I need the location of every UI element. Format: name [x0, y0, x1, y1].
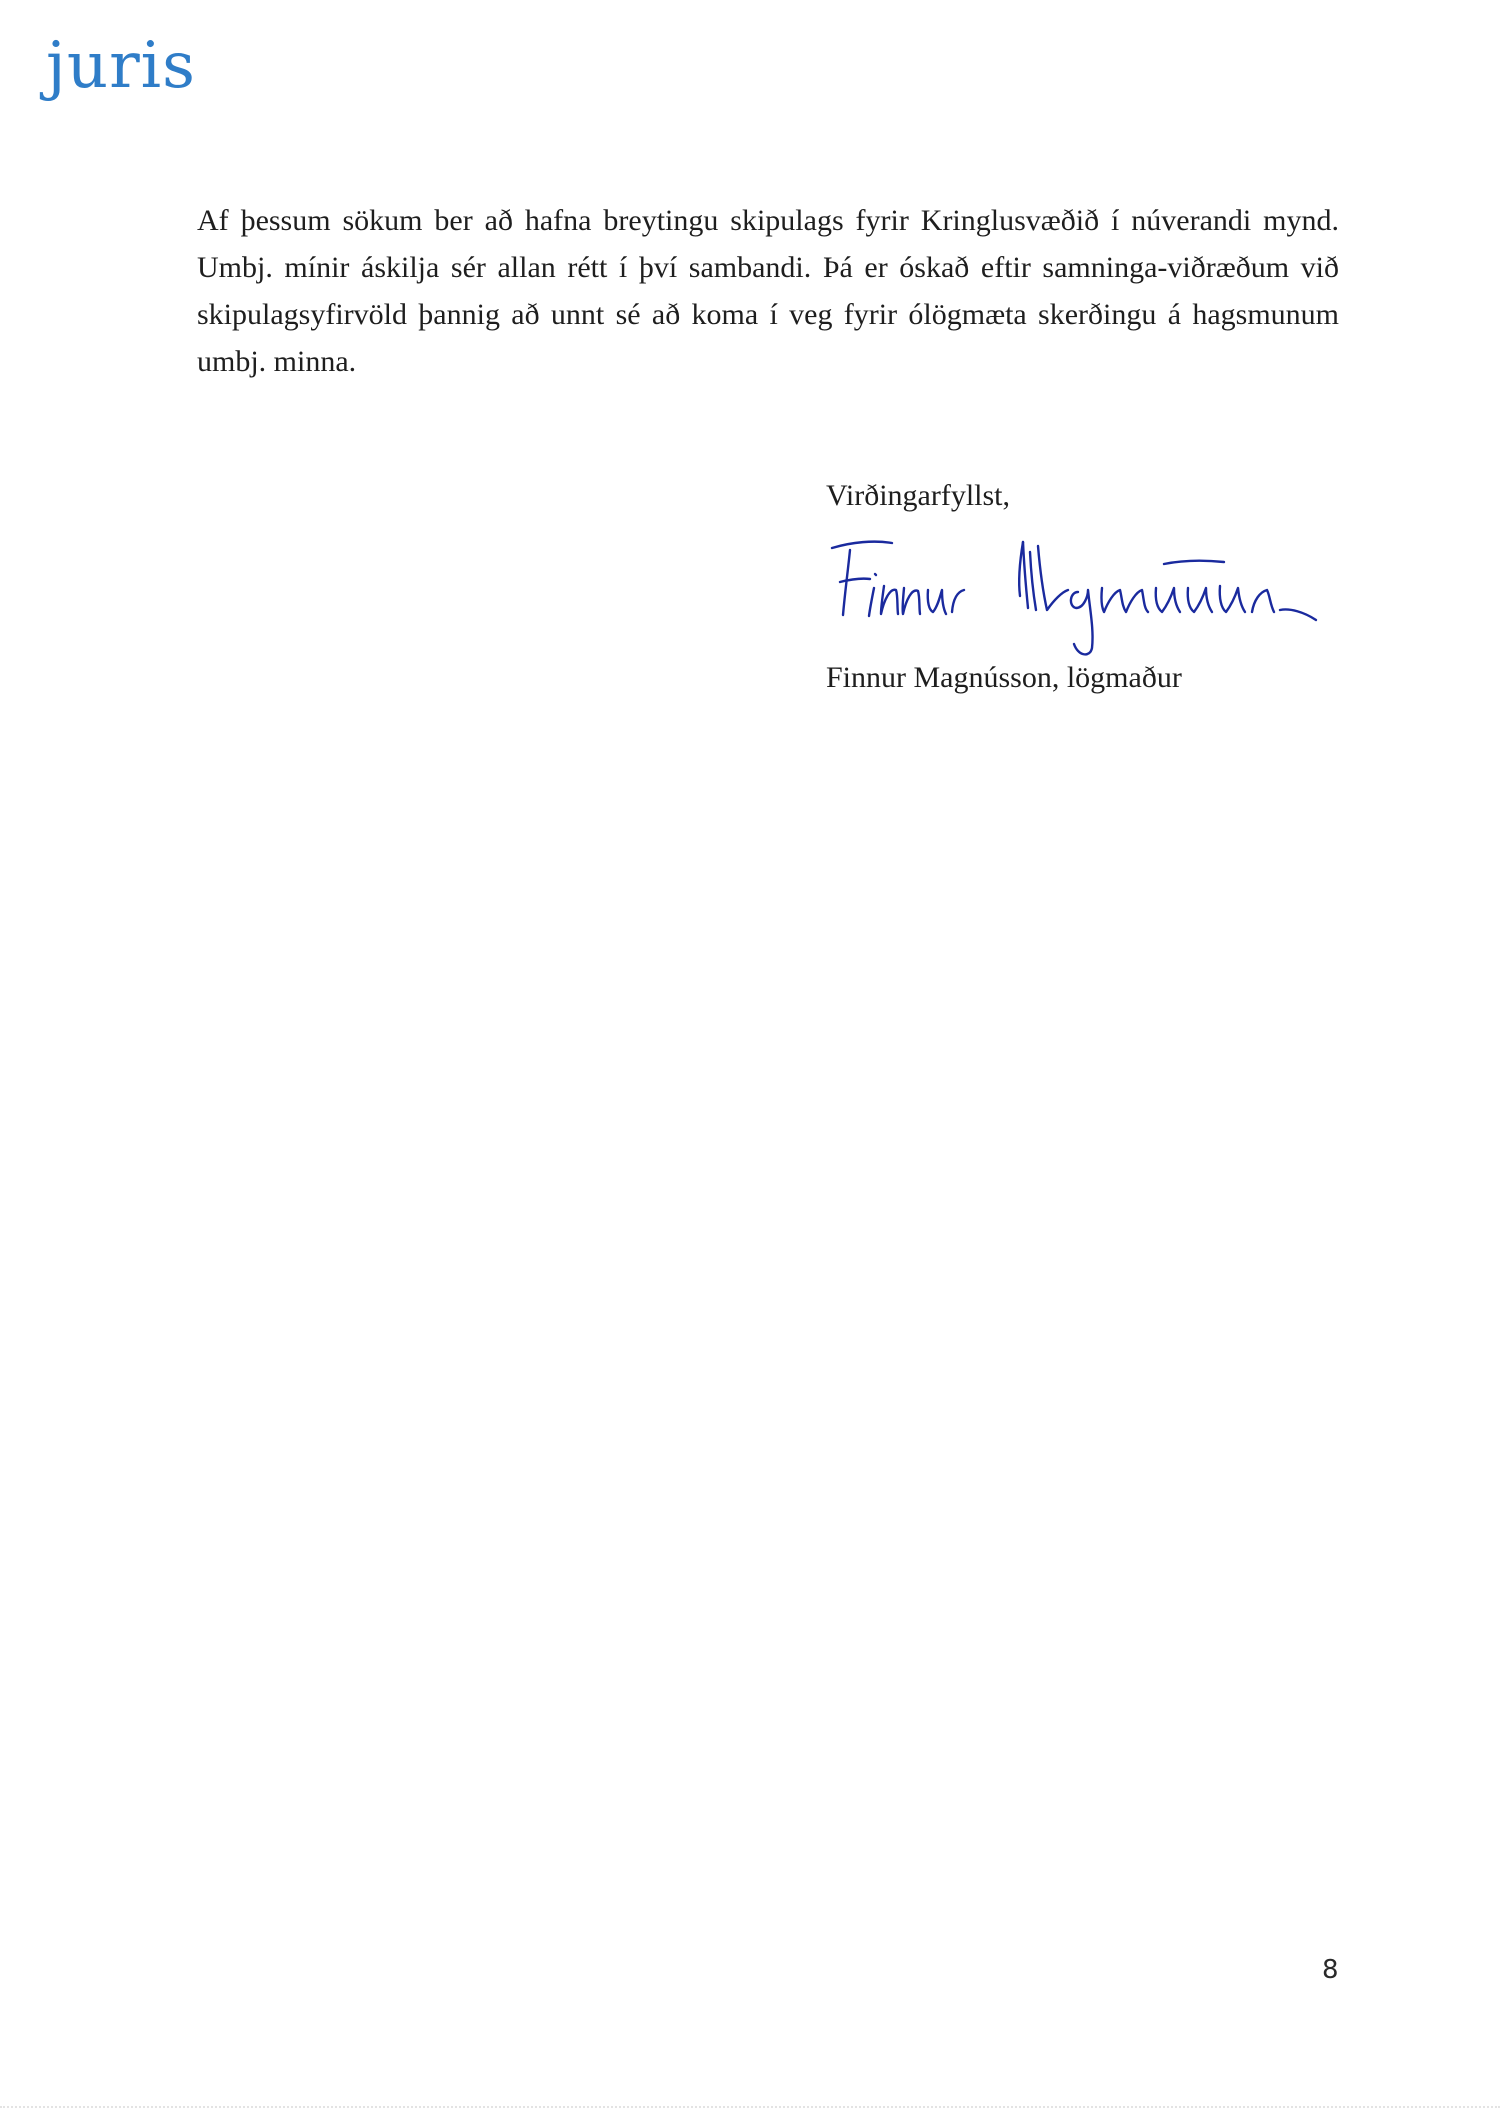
company-logo: juris [46, 29, 196, 103]
handwritten-signature [812, 530, 1362, 660]
page-number: 8 [1322, 1955, 1339, 1985]
closing-salutation: Virðingarfyllst, [826, 479, 1010, 512]
signer-name: Finnur Magnússon, lögmaður [826, 661, 1182, 694]
page-bottom-divider [0, 2106, 1500, 2108]
body-paragraph: Af þessum sökum ber að hafna breytingu skipulags fyrir Kringlusvæðið í núverandi mynd. Umbj. mínir áskilja sér allan rétt í því sambandi. Þá er óskað eftir samninga-viðræðum við skipulagsyfirvöld þannig að unnt sé að koma í veg fyrir ólögmæta skerðingu á hagsmunum umbj. minna. [197, 204, 1339, 378]
